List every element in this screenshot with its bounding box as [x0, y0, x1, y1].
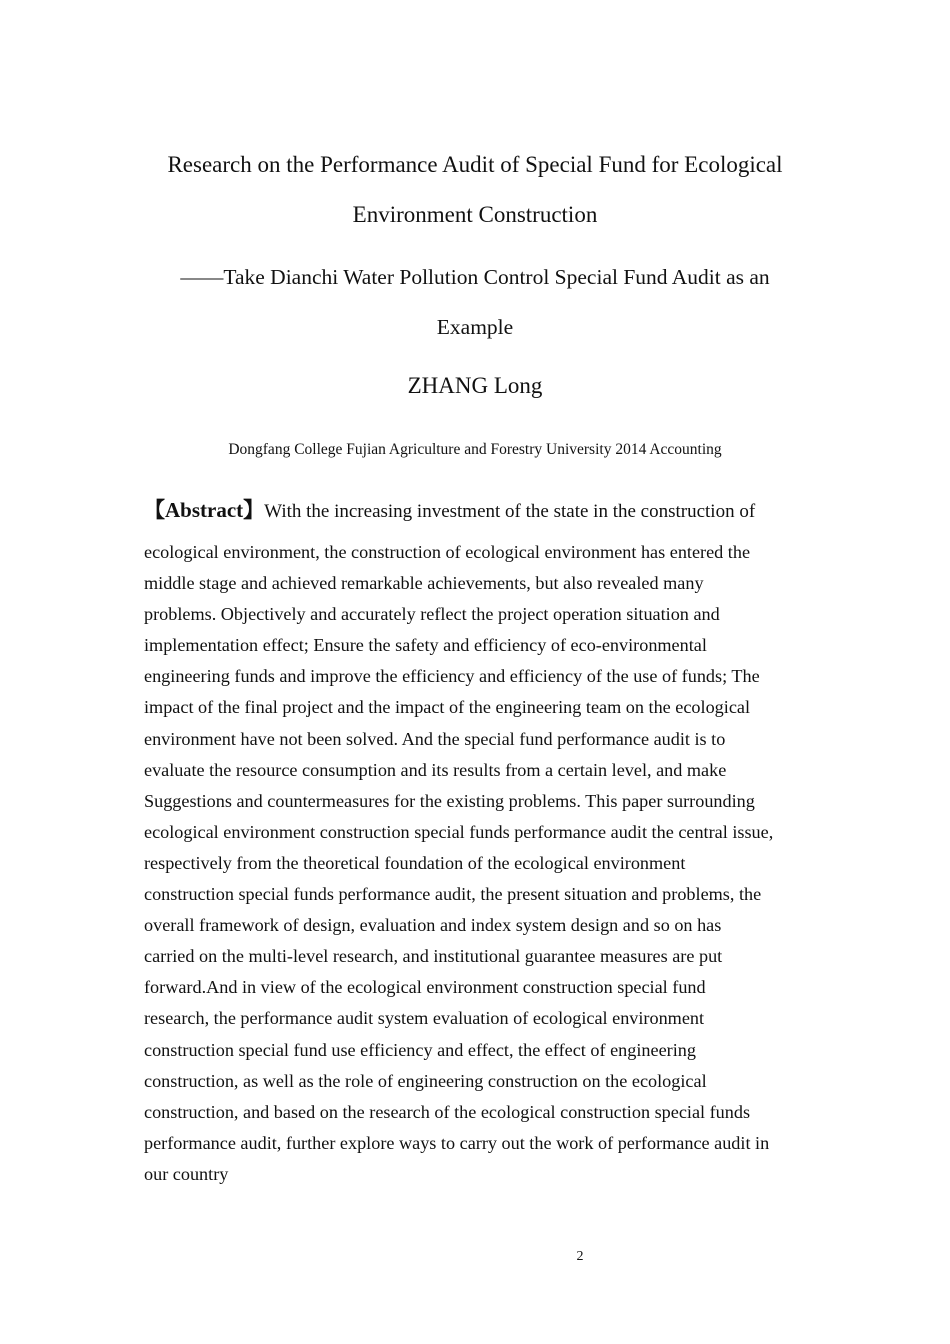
abstract-body [144, 537, 824, 1190]
abstract-line: our country [144, 1163, 229, 1184]
page-number: 2 [576, 1249, 584, 1264]
abstract-label: 【Abstract】 [144, 498, 265, 522]
title-line-1: Research on the Performance Audit of Special Fund for Ecological [167, 152, 783, 177]
abstract-first-line: With the increasing investment of the state in the construction of [264, 501, 756, 522]
abstract-line: carried on the multi-level research, and institutional guarantee measures are put [144, 946, 723, 967]
subtitle-line-1: ——Take Dianchi Water Pollution Control Special Fund Audit as an [180, 265, 770, 289]
abstract-line: Suggestions and countermeasures for the existing problems. This paper surrounding [144, 790, 755, 811]
author-name: ZHANG Long [407, 373, 543, 398]
abstract-line: evaluate the resource consumption and its results from a certain level, and make [144, 759, 727, 780]
abstract-line: respectively from the theoretical foundation of the ecological environment [144, 852, 686, 873]
abstract-line: overall framework of design, evaluation and index system design and so on has [144, 915, 722, 936]
subtitle-line-2: Example [436, 315, 514, 339]
abstract-line: ecological environment construction special funds performance audit the central issue, [144, 821, 774, 842]
title-line-2: Environment Construction [352, 202, 598, 227]
abstract-line: environment have not been solved. And the special fund performance audit is to [144, 728, 726, 749]
abstract-line: construction special funds performance audit, the present situation and problems, the [144, 884, 762, 905]
abstract-line: construction special fund use efficiency and effect, the effect of engineering [144, 1039, 696, 1060]
abstract-line: construction, and based on the research of the ecological construction special funds [144, 1101, 751, 1122]
author-affiliation: Dongfang College Fujian Agriculture and Forestry University 2014 Accounting [228, 441, 722, 458]
abstract-line: performance audit, further explore ways to carry out the work of performance audit in [144, 1132, 770, 1153]
abstract-line: engineering funds and improve the efficiency and efficiency of the use of funds; The [144, 666, 760, 687]
abstract-line: construction, as well as the role of engineering construction on the ecological [144, 1070, 707, 1091]
abstract-heading-line [144, 494, 824, 528]
paper-subtitle [120, 252, 830, 352]
paper-title [120, 140, 830, 240]
abstract-line: problems. Objectively and accurately reflect the project operation situation and [144, 604, 720, 625]
abstract-line: research, the performance audit system evaluation of ecological environment [144, 1008, 705, 1029]
abstract-line: implementation effect; Ensure the safety and efficiency of eco-environmental [144, 635, 707, 656]
abstract-line: forward.And in view of the ecological environment construction special fund [144, 977, 706, 998]
abstract-line: middle stage and achieved remarkable achievements, but also revealed many [144, 573, 704, 594]
abstract-line: impact of the final project and the impact of the engineering team on the ecological [144, 697, 751, 718]
abstract-line: ecological environment, the construction of ecological environment has entered the [144, 542, 751, 562]
